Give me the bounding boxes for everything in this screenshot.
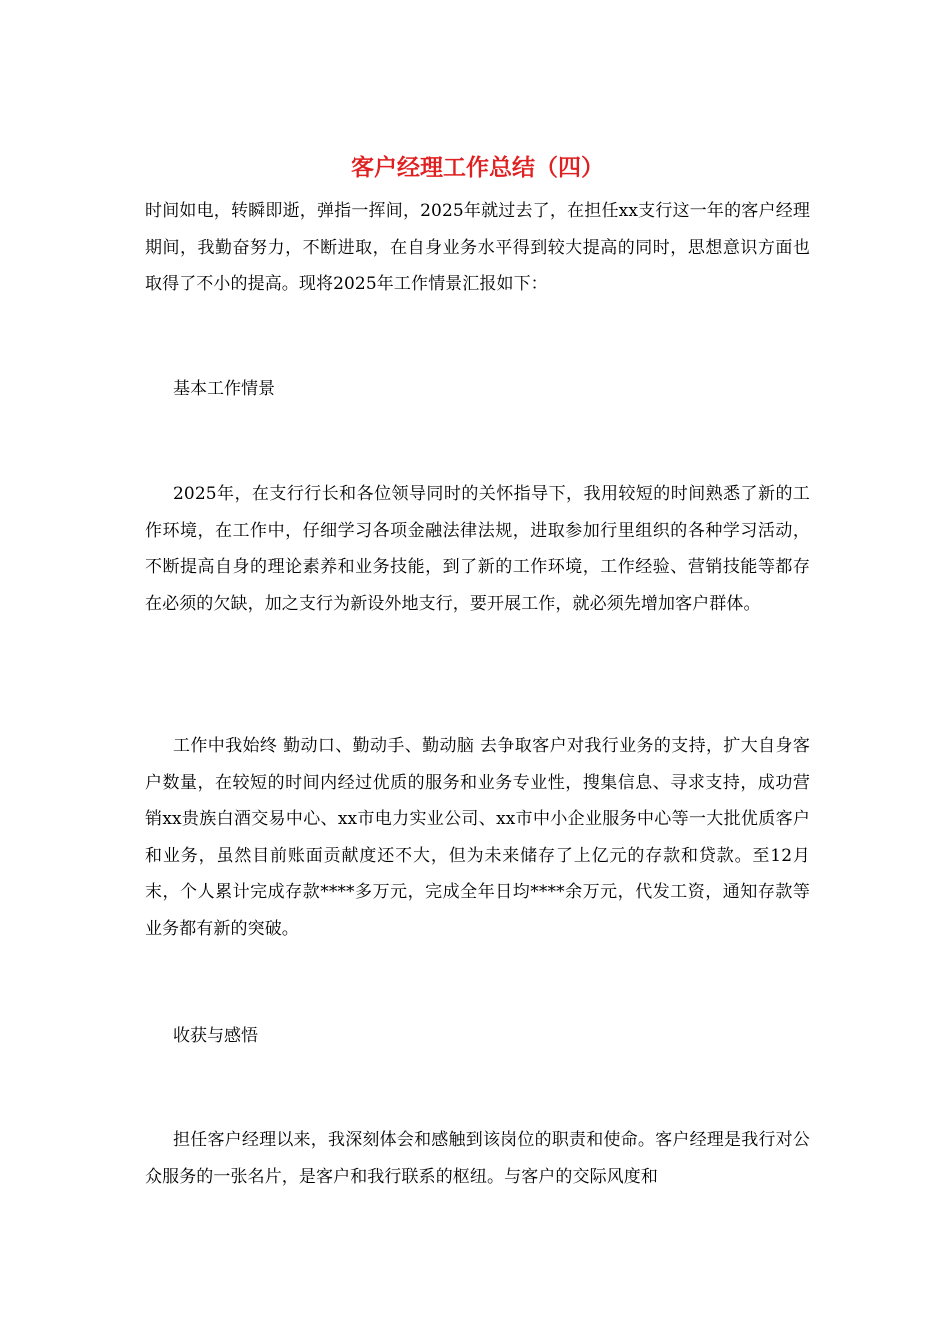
basic-work-paragraph-2: 工作中我始终 勤动口、勤动手、勤动脑 去争取客户对我行业务的支持，扩大自身客户数量，在较短的时间内经过优质的服务和业务专业性，搜集信息、寻求支持，成功营销xx贵族白酒交易中心、xx市电力实业公司、xx市中小企业服务中心等一大批优质客户和业务，虽然目前账面贡献度还不大，但为未来储存了上亿元的存款和贷款。至12月末，个人累计完成存款****多万元，完成全年日均****余万元，代发工资，通知存款等业务都有新的突破。 [145,736,810,939]
section-heading-gains: 收获与感悟 [173,1026,258,1046]
section-heading-basic-work: 基本工作情景 [173,379,275,399]
basic-work-paragraph-1: 2025年，在支行行长和各位领导同时的关怀指导下，我用较短的时间熟悉了新的工作环境，在工作中，仔细学习各项金融法律法规，进取参加行里组织的各种学习活动，不断提高自身的理论素养和业务技能，到了新的工作环境，工作经验、营销技能等都存在必须的欠缺，加之支行为新设外地支行，要开展工作，就必须先增加客户群体。 [145,484,810,614]
intro-paragraph: 时间如电，转瞬即逝，弹指一挥间，2025年就过去了，在担任xx支行这一年的客户经理期间，我勤奋努力，不断进取，在自身业务水平得到较大提高的同时，思想意识方面也取得了不小的提高。现将2025年工作情景汇报如下： [145,201,810,294]
document-title: 客户经理工作总结（四） [351,154,604,181]
gains-paragraph-1: 担任客户经理以来，我深刻体会和感触到该岗位的职责和使命。客户经理是我行对公众服务的一张名片，是客户和我行联系的枢纽。与客户的交际风度和 [145,1130,810,1187]
